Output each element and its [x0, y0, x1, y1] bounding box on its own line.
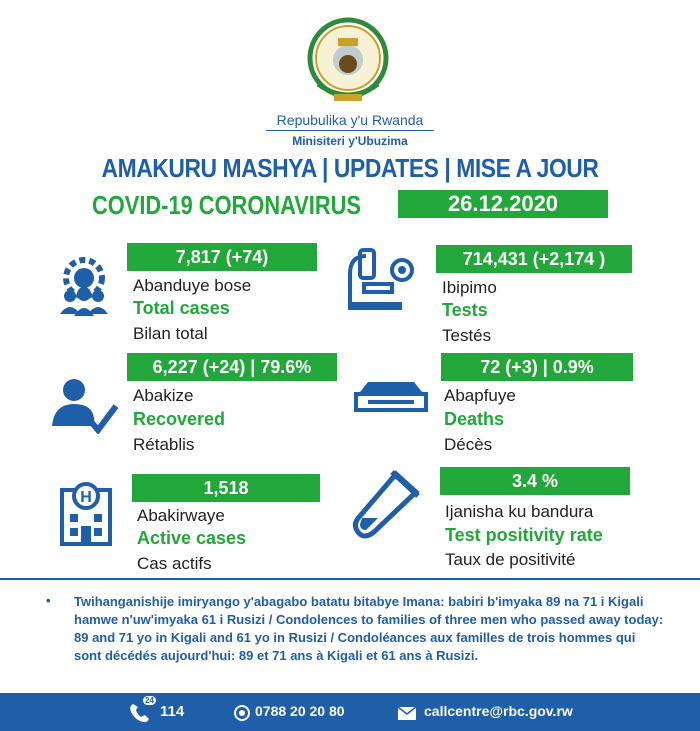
tests-label-rw: Ibipimo [442, 278, 497, 297]
tests-value: 714,431 (+2,174 ) [436, 245, 632, 273]
page-title: AMAKURU MASHYA | UPDATES | MISE A JOUR [101, 153, 599, 183]
total-cases-label-rw: Abanduye bose [133, 276, 252, 295]
active-cases-value: 1,518 [132, 474, 320, 502]
recovered-label-rw: Abakize [133, 386, 194, 405]
ministry-name: Minisiteri y'Ubuzima [292, 134, 408, 148]
coffin-icon [354, 380, 428, 421]
deaths-value: 72 (+3) | 0.9% [441, 353, 633, 381]
header-divider [266, 130, 434, 131]
deaths-label-fr: Décès [444, 435, 493, 454]
positivity-label-en: Test positivity rate [445, 525, 603, 545]
positivity-label-rw: Ijanisha ku bandura [445, 502, 594, 521]
positivity-label-fr: Taux de positivité [445, 550, 576, 569]
test-tube-icon [352, 468, 422, 545]
person-check-icon [52, 378, 118, 439]
hospital-icon [58, 480, 114, 551]
email-address: callcentre@rbc.gov.rw [424, 703, 573, 719]
microscope-icon [346, 244, 418, 321]
tests-label-fr: Testés [442, 326, 492, 345]
active-cases-label-rw: Abakirwaye [137, 506, 225, 525]
total-cases-label-fr: Bilan total [133, 324, 208, 343]
footer-bar [0, 693, 700, 731]
condolence-note: Twihanganishije imiryango y'abagabo batatu bitabye Imana: babiri b'imyaka 89 na 71 i Kigali hamwe n'uw'imyaka 61 i Rusizi / Condolences to families of three men who passed away today: 89 and 71 yo in Kigali and 61 yo in Rusizi / Condoléances aux familles de trois hommes qui sont décédés aujourd'hui: 89 et 71 ans à Kigali et 61 ans à Rusizi. [74, 594, 664, 663]
recovered-label-en: Recovered [133, 409, 226, 429]
positivity-value: 3.4 % [440, 467, 630, 495]
whatsapp-icon [234, 705, 250, 726]
rwanda-coat-of-arms-icon [304, 14, 392, 106]
email-icon [398, 707, 416, 725]
virus-people-icon [56, 256, 112, 321]
country-name: Repubulika y'u Rwanda [276, 112, 424, 128]
active-cases-label-en: Active cases [137, 528, 247, 548]
report-date: 26.12.2020 [398, 190, 608, 218]
whatsapp-number: 0788 20 20 80 [255, 703, 345, 719]
hotline-badge: 24 [145, 696, 154, 705]
phone-24h-icon [129, 696, 154, 729]
active-cases-label-fr: Cas actifs [137, 554, 212, 573]
total-cases-value: 7,817 (+74) [127, 243, 317, 271]
hotline-number: 114 [160, 703, 185, 720]
deaths-label-rw: Abapfuye [444, 386, 516, 405]
deaths-label-en: Deaths [444, 409, 505, 429]
bullet-icon: • [46, 593, 51, 608]
recovered-value: 6,227 (+24) | 79.6% [127, 353, 337, 381]
tests-label-en: Tests [442, 300, 488, 320]
svg-text:H: H [80, 489, 92, 506]
total-cases-label-en: Total cases [133, 298, 230, 318]
page-subtitle: COVID-19 CORONAVIRUS [92, 190, 361, 220]
note-divider [0, 578, 700, 580]
recovered-label-fr: Rétablis [133, 435, 195, 454]
